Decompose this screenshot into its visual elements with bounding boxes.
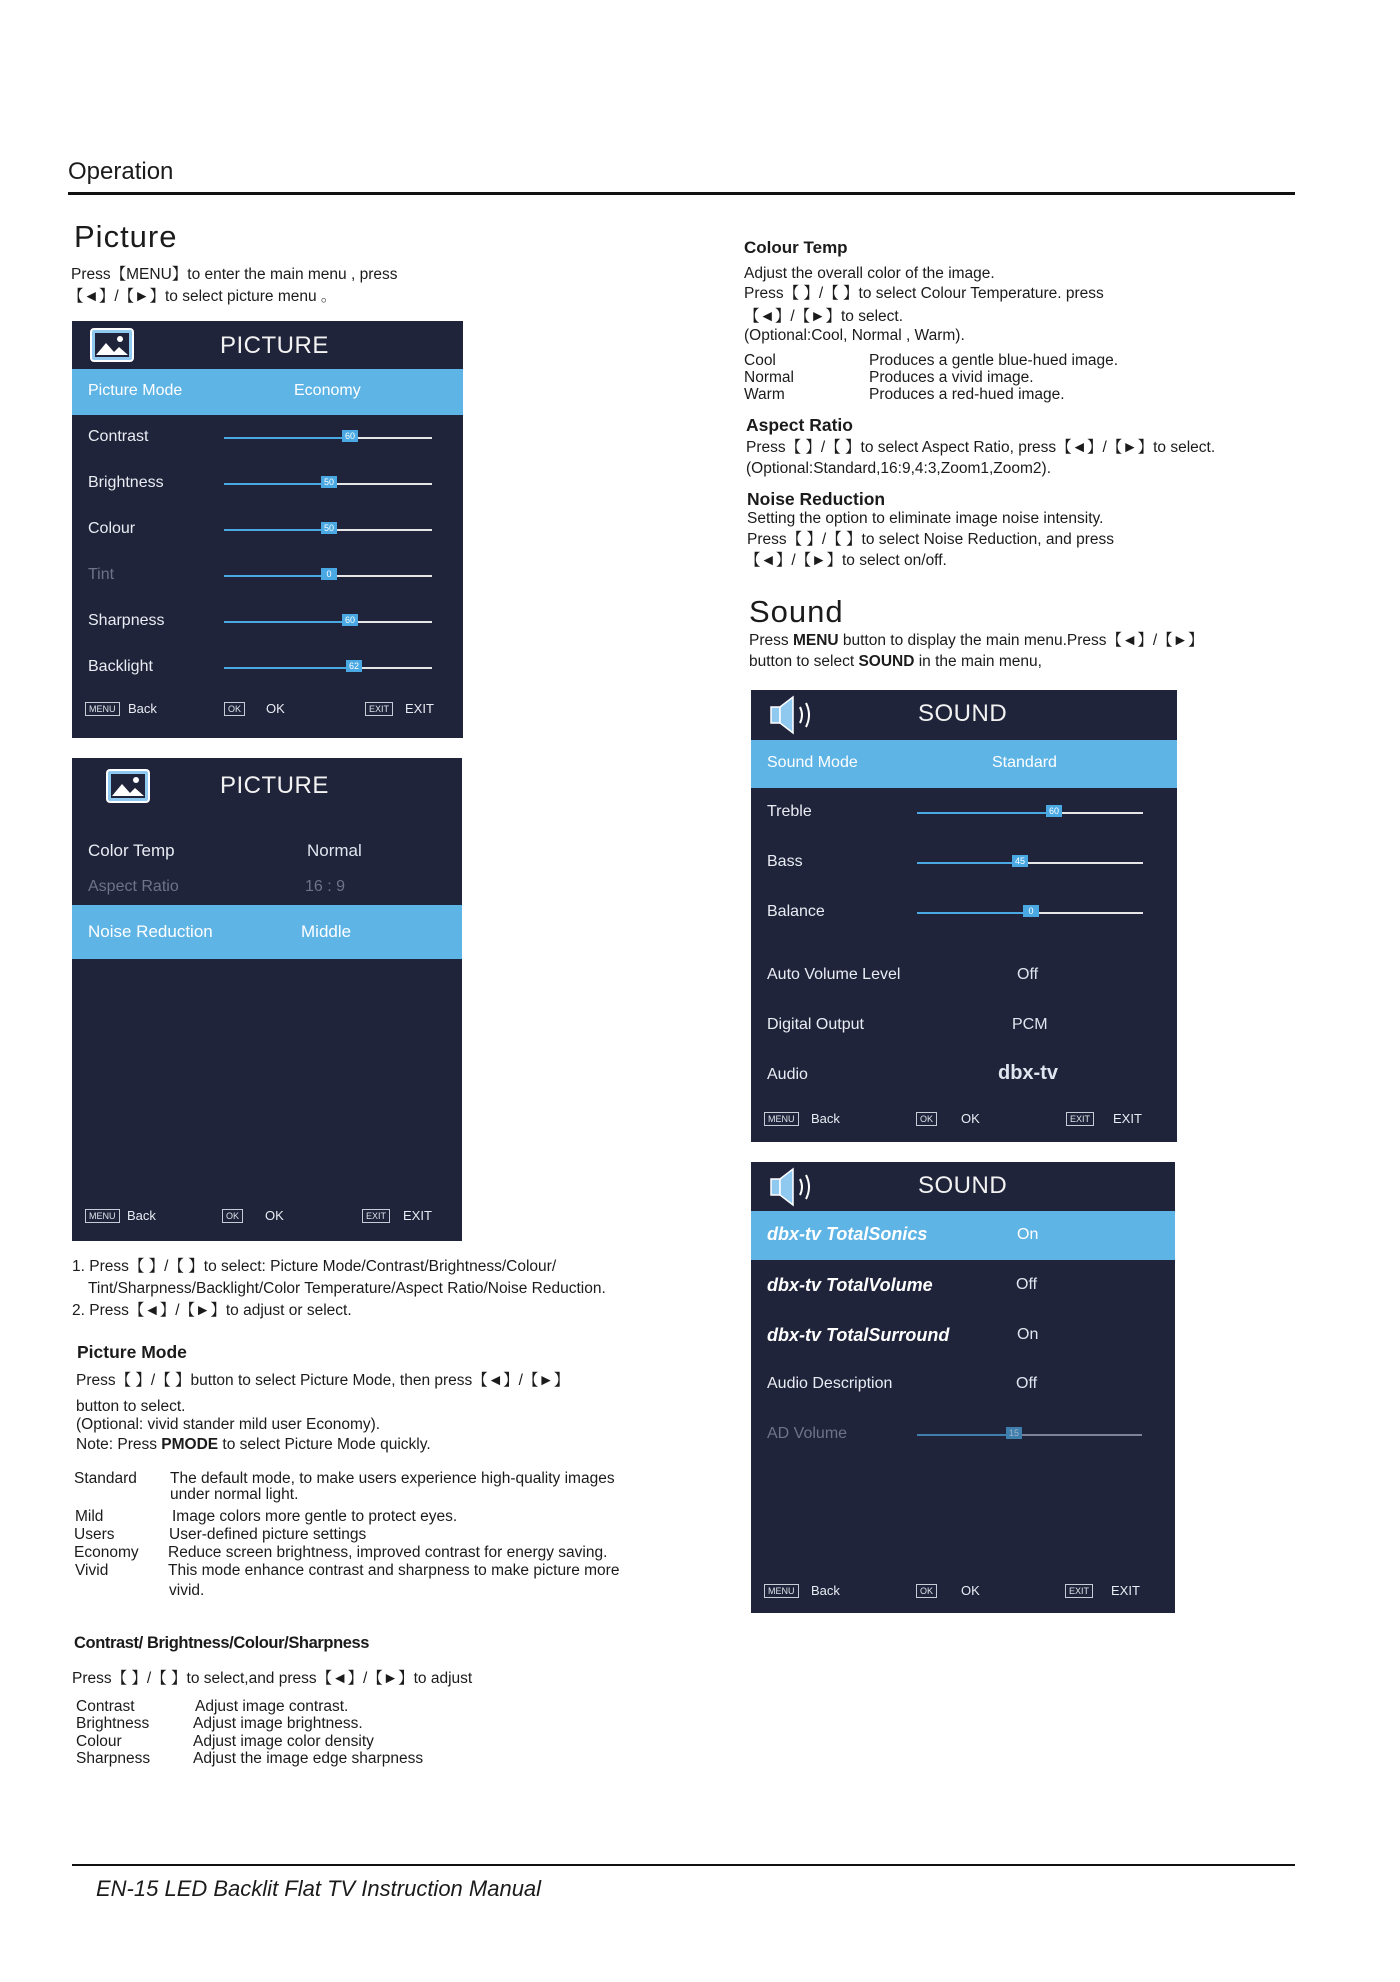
slider-row-brightness[interactable] <box>72 461 463 507</box>
slider-row-bass[interactable] <box>751 840 1177 886</box>
note-prefix: Note: Press <box>76 1436 162 1453</box>
ok-key-icon: OK <box>916 1584 937 1598</box>
sound-menu-1 <box>751 690 1177 1142</box>
noise-reduction-value: Middle <box>301 922 352 941</box>
total-sonics-row[interactable] <box>751 1211 1175 1260</box>
cbcs-desc: Adjust image contrast. <box>195 1698 349 1715</box>
auto-volume-value: Off <box>1017 966 1039 983</box>
slider-fill <box>224 529 328 531</box>
mode-name: Users <box>74 1526 115 1543</box>
slider-backlight[interactable] <box>224 659 432 677</box>
exit-label[interactable]: EXIT <box>1111 1583 1140 1598</box>
picture-mode-line-2: button to select. <box>76 1398 186 1415</box>
colour-temp-line-2: Press【 】/【 】to select Colour Temperature. press <box>744 285 1104 302</box>
picture-mode-line-3: (Optional: vivid stander mild user Economy). <box>76 1416 381 1433</box>
sound-intro-1b: button to display the main menu.Press【◄】/【►】 <box>838 632 1204 649</box>
mode-desc: Image colors more gentle to protect eyes. <box>172 1508 458 1525</box>
picture-heading: Picture <box>74 219 178 254</box>
cbcs-desc: Adjust image brightness. <box>193 1715 363 1732</box>
exit-key-icon: EXIT <box>362 1209 390 1223</box>
picture-menu-1-header <box>72 321 463 369</box>
colour-temp-line-4: (Optional:Cool, Normal , Warm). <box>744 327 965 344</box>
sound-mode-row[interactable] <box>751 740 1177 788</box>
picture-mode-line-1: Press【 】/【 】button to select Picture Mode, then press【◄】/【►】 <box>76 1372 570 1389</box>
picture-mode-label: Picture Mode <box>88 382 183 399</box>
ok-key-icon: OK <box>224 702 245 716</box>
digital-output-row[interactable] <box>751 1003 1177 1049</box>
dbx-tv-brand: dbx-tv <box>767 1325 821 1345</box>
slider-knob[interactable]: 62 <box>346 660 362 672</box>
aspect-ratio-heading: Aspect Ratio <box>746 415 853 435</box>
cbcs-line: Press【 】/【 】to select,and press【◄】/【►】to adjust <box>72 1670 473 1687</box>
ok-key-icon: OK <box>916 1112 937 1126</box>
mode-name: Mild <box>75 1508 104 1525</box>
picture-menu-2 <box>72 758 462 1241</box>
auto-volume-row[interactable] <box>751 953 1177 999</box>
total-sonics-name: TotalSonics <box>826 1224 928 1244</box>
sound-intro-1 <box>749 630 1204 651</box>
color-temp-label: Color Temp <box>88 841 175 860</box>
colour-temp-desc: Produces a gentle blue-hued image. <box>869 352 1119 369</box>
noise-reduction-heading: Noise Reduction <box>747 489 886 509</box>
picture-icon <box>100 769 156 803</box>
picture-menu-1 <box>72 321 463 738</box>
slider-knob[interactable]: 45 <box>1012 855 1028 867</box>
total-surround-row[interactable] <box>751 1313 1175 1359</box>
slider-colour[interactable] <box>224 521 432 539</box>
mode-desc: This mode enhance contrast and sharpness to make picture more <box>168 1562 620 1579</box>
exit-key-icon: EXIT <box>1065 1584 1093 1598</box>
note-suffix: to select Picture Mode quickly. <box>218 1436 431 1453</box>
cbcs-name: Contrast <box>76 1698 135 1715</box>
sound-menu-1-header <box>751 690 1177 738</box>
slider-knob[interactable]: 0 <box>1023 905 1039 917</box>
total-sonics-value: On <box>1017 1226 1039 1243</box>
slider-fill <box>917 812 1053 814</box>
ad-volume-fill <box>917 1434 1013 1436</box>
mode-desc: The default mode, to make users experience high-quality images <box>170 1470 615 1487</box>
aspect-ratio-label: Aspect Ratio <box>88 878 179 895</box>
slider-knob[interactable]: 60 <box>1046 805 1062 817</box>
slider-contrast[interactable] <box>224 429 432 447</box>
noise-reduction-row[interactable] <box>72 905 462 959</box>
slider-row-treble[interactable] <box>751 790 1177 836</box>
slider-brightness[interactable] <box>224 475 432 493</box>
audio-description-label: Audio Description <box>767 1375 893 1392</box>
ok-label[interactable]: OK <box>961 1583 980 1598</box>
aspect-ratio-line-2: (Optional:Standard,16:9,4:3,Zoom1,Zoom2). <box>746 460 1051 477</box>
audio-description-value: Off <box>1016 1375 1038 1392</box>
slider-knob[interactable]: 60 <box>342 614 358 626</box>
back-label[interactable]: Back <box>127 1208 156 1223</box>
slider-label: Bass <box>767 853 803 870</box>
mode-desc-cont: under normal light. <box>170 1486 299 1503</box>
slider-label: Brightness <box>88 474 164 491</box>
step-1: 1. Press【 】/【 】to select: Picture Mode/Contrast/Brightness/Colour/ <box>72 1258 557 1275</box>
picture-menu-2-title: PICTURE <box>220 772 329 799</box>
audio-row <box>751 1053 1177 1099</box>
mode-name: Economy <box>74 1544 139 1561</box>
ok-label[interactable]: OK <box>961 1111 980 1126</box>
color-temp-value: Normal <box>307 841 362 860</box>
picture-menu-1-footer <box>72 698 463 724</box>
slider-knob[interactable]: 50 <box>321 522 337 534</box>
ok-label[interactable]: OK <box>266 701 285 716</box>
back-label[interactable]: Back <box>811 1583 840 1598</box>
sound-intro-2b: in the main menu, <box>914 653 1042 670</box>
mode-desc-cont: vivid. <box>169 1582 205 1599</box>
ad-volume-row <box>751 1412 1175 1458</box>
cbcs-name: Sharpness <box>76 1750 151 1767</box>
sound-intro-2a: button to select <box>749 653 859 670</box>
noise-reduction-line-3: 【◄】/【►】to select on/off. <box>745 552 947 569</box>
picture-menu-1-title: PICTURE <box>220 332 329 359</box>
speaker-icon <box>769 694 817 736</box>
slider-knob[interactable]: 50 <box>321 476 337 488</box>
slider-fill <box>224 575 328 577</box>
sound-intro-1a: Press <box>749 632 793 649</box>
step-1-cont: Tint/Sharpness/Backlight/Color Temperature/Aspect Ratio/Noise Reduction. <box>88 1280 606 1297</box>
footer-rule <box>72 1864 1295 1866</box>
slider-treble[interactable] <box>917 804 1143 822</box>
ad-volume-slider <box>917 1426 1142 1444</box>
dbx-tv-brand: dbx-tv <box>767 1275 821 1295</box>
aspect-ratio-line-1: Press【 】/【 】to select Aspect Ratio, press【◄】/【►】to select. <box>746 439 1216 456</box>
slider-label: Balance <box>767 903 825 920</box>
noise-reduction-line-1: Setting the option to eliminate image noise intensity. <box>747 510 1104 527</box>
section-label: Operation <box>68 158 174 185</box>
noise-reduction-label: Noise Reduction <box>88 922 213 941</box>
sound-menu-2 <box>751 1162 1175 1613</box>
slider-row-colour[interactable] <box>72 507 463 553</box>
sound-heading: Sound <box>749 594 844 629</box>
slider-label: Contrast <box>88 428 149 445</box>
menu-key-icon: MENU <box>764 1112 799 1126</box>
slider-fill <box>224 483 328 485</box>
picture-mode-heading: Picture Mode <box>77 1342 187 1362</box>
total-surround-name: TotalSurround <box>826 1325 950 1345</box>
slider-row-backlight[interactable] <box>72 645 463 691</box>
picture-intro-1: Press【MENU】to enter the main menu , press <box>71 266 398 283</box>
ad-volume-knob: 15 <box>1006 1427 1022 1439</box>
picture-intro-2: 【◄】/【►】to select picture menu 。 <box>68 288 337 305</box>
digital-output-label: Digital Output <box>767 1016 864 1033</box>
slider-tint[interactable] <box>224 567 432 585</box>
colour-temp-name: Warm <box>744 386 785 403</box>
total-volume-label <box>767 1275 933 1296</box>
exit-label[interactable]: EXIT <box>405 701 434 716</box>
total-volume-name: TotalVolume <box>826 1275 933 1295</box>
speaker-icon <box>769 1166 817 1208</box>
colour-temp-name: Normal <box>744 369 794 386</box>
slider-fill <box>224 437 349 439</box>
mode-desc: User-defined picture settings <box>169 1526 367 1543</box>
picture-mode-value: Economy <box>294 382 361 399</box>
picture-mode-note <box>76 1434 431 1455</box>
cbcs-heading: Contrast/ Brightness/Colour/Sharpness <box>74 1634 370 1652</box>
sound-menu-2-footer <box>751 1580 1175 1606</box>
total-surround-value: On <box>1017 1326 1039 1343</box>
auto-volume-label: Auto Volume Level <box>767 966 901 983</box>
colour-temp-name: Cool <box>744 352 776 369</box>
mode-name: Vivid <box>75 1562 109 1579</box>
sound-mode-value: Standard <box>992 754 1057 771</box>
slider-balance[interactable] <box>917 904 1143 922</box>
back-label[interactable]: Back <box>811 1111 840 1126</box>
aspect-ratio-value: 16 : 9 <box>305 878 346 895</box>
exit-key-icon: EXIT <box>1066 1112 1094 1126</box>
header-rule <box>68 192 1295 195</box>
menu-key-icon: MENU <box>764 1584 799 1598</box>
slider-knob[interactable]: 60 <box>342 430 358 442</box>
mode-name: Standard <box>74 1470 137 1487</box>
slider-label: Treble <box>767 803 812 820</box>
slider-sharpness[interactable] <box>224 613 432 631</box>
exit-label[interactable]: EXIT <box>403 1208 432 1223</box>
dbx-tv-brand: dbx-tv <box>767 1224 821 1244</box>
cbcs-name: Brightness <box>76 1715 150 1732</box>
picture-icon <box>90 328 134 362</box>
audio-label: Audio <box>767 1066 808 1083</box>
sound-mode-label: Sound Mode <box>767 754 858 771</box>
slider-fill <box>224 667 353 669</box>
noise-reduction-line-2: Press【 】/【 】to select Noise Reduction, and press <box>747 531 1114 548</box>
colour-temp-line-1: Adjust the overall color of the image. <box>744 265 995 282</box>
sound-menu-2-title: SOUND <box>918 1172 1008 1199</box>
slider-fill <box>224 621 349 623</box>
cbcs-desc: Adjust image color density <box>193 1733 374 1750</box>
back-label[interactable]: Back <box>128 701 157 716</box>
menu-key-icon: MENU <box>85 702 120 716</box>
ok-key-icon: OK <box>222 1209 243 1223</box>
exit-key-icon: EXIT <box>365 702 393 716</box>
footer-text: EN-15 LED Backlit Flat TV Instruction Manual <box>96 1876 542 1901</box>
picture-mode-row[interactable] <box>72 369 463 415</box>
cbcs-name: Colour <box>76 1733 122 1750</box>
audio-description-row[interactable] <box>751 1362 1175 1408</box>
mode-desc: Reduce screen brightness, improved contrast for energy saving. <box>168 1544 608 1561</box>
colour-temp-desc: Produces a vivid image. <box>869 369 1034 386</box>
total-sonics-label <box>767 1224 927 1245</box>
slider-knob[interactable]: 0 <box>321 568 337 580</box>
slider-row-tint[interactable] <box>72 553 463 599</box>
digital-output-value: PCM <box>1012 1016 1048 1033</box>
exit-label[interactable]: EXIT <box>1113 1111 1142 1126</box>
slider-row-balance[interactable] <box>751 890 1177 936</box>
sound-menu-1-title: SOUND <box>918 700 1008 727</box>
sound-menu-2-header <box>751 1162 1175 1210</box>
sound-menu-1-footer <box>751 1108 1177 1134</box>
slider-fill <box>917 862 1019 864</box>
pmode-key: PMODE <box>161 1436 219 1453</box>
cbcs-desc: Adjust the image edge sharpness <box>193 1750 424 1767</box>
colour-temp-heading: Colour Temp <box>744 238 848 257</box>
slider-fill <box>917 912 1030 914</box>
ok-label[interactable]: OK <box>265 1208 284 1223</box>
ad-volume-label: AD Volume <box>767 1425 848 1442</box>
colour-temp-desc: Produces a red-hued image. <box>869 386 1065 403</box>
slider-row-sharpness[interactable] <box>72 599 463 645</box>
sound-key: SOUND <box>858 653 915 670</box>
sound-intro-2 <box>749 651 1042 672</box>
slider-row-contrast[interactable] <box>72 415 463 461</box>
picture-menu-2-footer <box>72 1205 462 1231</box>
total-surround-label <box>767 1325 949 1346</box>
picture-menu-2-header <box>72 758 462 806</box>
colour-temp-line-3: 【◄】/【►】to select. <box>744 308 904 325</box>
total-volume-row[interactable] <box>751 1263 1175 1309</box>
slider-bass[interactable] <box>917 854 1143 872</box>
slider-label: Backlight <box>88 658 153 675</box>
menu-key-icon: MENU <box>85 1209 120 1223</box>
step-2: 2. Press【◄】/【►】to adjust or select. <box>72 1302 352 1319</box>
menu-key: MENU <box>792 632 839 649</box>
slider-label: Colour <box>88 520 136 537</box>
total-volume-value: Off <box>1016 1276 1038 1293</box>
slider-label: Tint <box>88 566 115 583</box>
dbx-tv-logo: dbx-tv <box>998 1062 1058 1084</box>
slider-label: Sharpness <box>88 612 165 629</box>
